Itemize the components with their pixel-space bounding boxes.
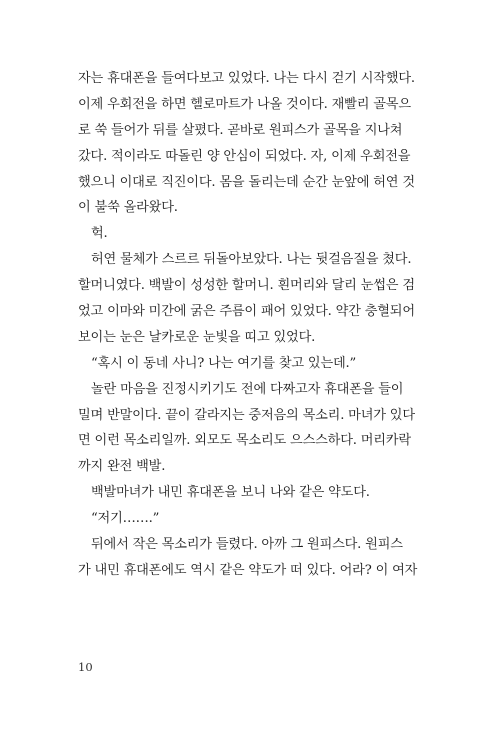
text-line: 로 쑥 들어가 뒤를 살폈다. 곧바로 원피스가 골목을 지나쳐 [78, 122, 403, 138]
dialogue-line: “혹시 이 동네 사니? 나는 여기를 찾고 있는데.” [91, 355, 357, 371]
body-text [78, 66, 418, 584]
text-line: 할머니였다. 백발이 성성한 할머니. 흰머리와 달리 눈썹은 검 [78, 278, 415, 294]
text-line: 백발마녀가 내민 휴대폰을 보니 나와 같은 약도다. [91, 485, 370, 501]
text-line: 까지 완전 백발. [78, 459, 166, 475]
text-line: 뒤에서 작은 목소리가 들렸다. 아까 그 원피스다. 원피스 [91, 537, 403, 553]
page-number: 10 [78, 660, 93, 674]
text-line: 자는 휴대폰을 들여다보고 있었다. 나는 다시 걷기 시작했다. [78, 71, 415, 86]
text-line: 가 내민 휴대폰에도 역시 같은 약도가 떠 있다. 어라? 이 여자 [78, 562, 418, 578]
text-line: 밀며 반말이다. 끝이 갈라지는 중저음의 목소리. 마녀가 있다 [78, 407, 415, 423]
text-line: 이제 우회전을 하면 헬로마트가 나올 것이다. 재빨리 골목으 [78, 96, 411, 112]
text-line: 갔다. 적이라도 따돌린 양 안심이 되었다. 자, 이제 우회전을 [78, 148, 411, 164]
text-line: 면 이런 목소리일까. 외모도 목소리도 으스스하다. 머리카락 [78, 433, 411, 449]
text-line: 허연 물체가 스르르 뒤돌아보았다. 나는 뒷걸음질을 쳤다. [91, 252, 412, 268]
text-line: 이 불쑥 올라왔다. [78, 200, 178, 216]
text-line: 헉. [91, 226, 108, 242]
text-line: 했으니 이대로 직진이다. 몸을 돌리는데 순간 눈앞에 허연 것 [78, 174, 415, 190]
dialogue-line: “저기…….” [91, 511, 160, 527]
text-line: 었고 이마와 미간에 굵은 주름이 패어 있었다. 약간 충혈되어 [78, 304, 415, 320]
text-line: 보이는 눈은 날카로운 눈빛을 띠고 있었다. [78, 329, 316, 345]
text-line: 놀란 마음을 진정시키기도 전에 다짜고자 휴대폰을 들이 [91, 381, 404, 397]
